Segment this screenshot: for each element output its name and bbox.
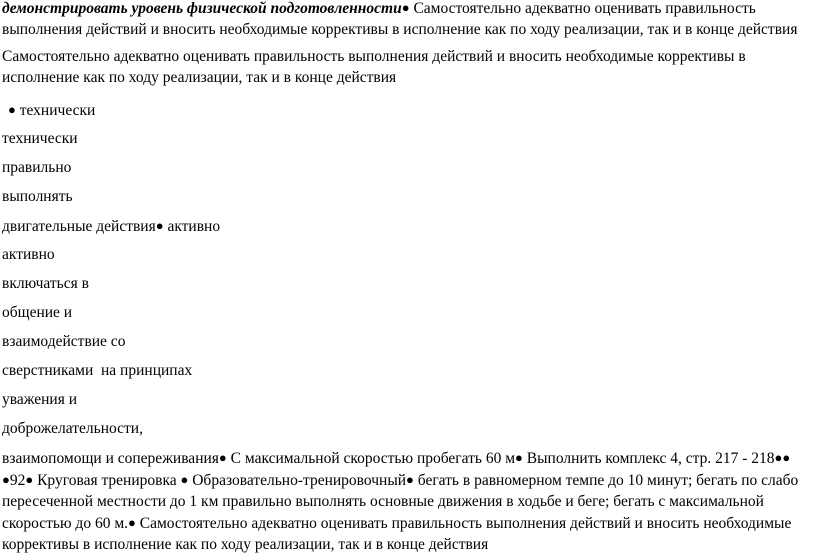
bullet-icon: ● (774, 450, 783, 465)
final-text-3: Выполнить комплекс 4, стр. 217 - 218 (522, 450, 775, 467)
list-line-2: технически (2, 130, 78, 147)
list-line-5 (2, 215, 814, 244)
bullet-icon: ● (782, 450, 791, 465)
list-line-tail: активно (163, 218, 221, 235)
bullet-icon: ● (155, 218, 164, 233)
final-paragraph (2, 447, 814, 555)
final-text-5: 92 (9, 472, 26, 489)
list-line-10: сверстниками на принципах (2, 362, 193, 379)
list-line-1 (2, 99, 814, 128)
bullet-icon: ● (25, 472, 34, 487)
final-text-6: Круговая тренировка (33, 472, 181, 489)
intro-heading: демонстрировать уровень физической подготовленности (2, 0, 402, 17)
document-body (2, 0, 814, 555)
list-line-7: включаться в (2, 275, 89, 292)
list-line-8: общение и (2, 304, 73, 321)
list-line-9: взаимодействие со (2, 333, 126, 350)
bullet-icon: ● (180, 472, 189, 487)
final-text-9: Самостоятельно адекватно оценивать правильность выполнения действий и вносить необходимые коррективы в исполнение как по ходу реализации, так и в конце действия (2, 515, 792, 553)
list-line-3: правильно (2, 159, 72, 176)
skills-list (2, 99, 814, 447)
final-text-1: взаимопомощи и сопереживания (2, 450, 219, 467)
list-line-text: технически (15, 102, 96, 119)
final-text-2: С максимальной скоростью пробегать 60 м (226, 450, 516, 467)
list-line-text: двигательные действия (2, 218, 156, 235)
list-line-11: уважения и (2, 391, 78, 408)
final-text-7: Образовательно-тренировочный (188, 472, 407, 489)
list-line-6: активно (2, 246, 55, 263)
bullet-icon: ● (2, 472, 10, 487)
list-line-4: выполнять (2, 188, 73, 205)
bullet-icon: ● (128, 515, 136, 530)
self-assessment-paragraph: Самостоятельно адекватно оценивать правильность выполнения действий и вносить необходимые коррективы в исполнение как по ходу реализации, так и в конце действия (2, 48, 746, 86)
bullet-icon: ● (406, 472, 414, 487)
intro-paragraph (2, 0, 814, 40)
bullet-icon: ● (515, 450, 523, 465)
final-text-8: бегать в равномерном темпе до 10 минут; бегать по слабо пересеченной местности до 1 км правильно выполнять основные движения в ходьбе и беге; бегать с максимальной скоростью до 60 м. (2, 472, 799, 532)
list-line-12: доброжелательности, (2, 420, 143, 437)
bullet-icon: ● (401, 0, 410, 15)
intro-text: Самостоятельно адекватно оценивать правильность выполнения действий и вносить необходимые коррективы в исполнение как по ходу реализации, так и в конце действия (2, 0, 798, 38)
bullet-icon: ● (218, 450, 227, 465)
bullet-icon: ● (8, 102, 16, 117)
